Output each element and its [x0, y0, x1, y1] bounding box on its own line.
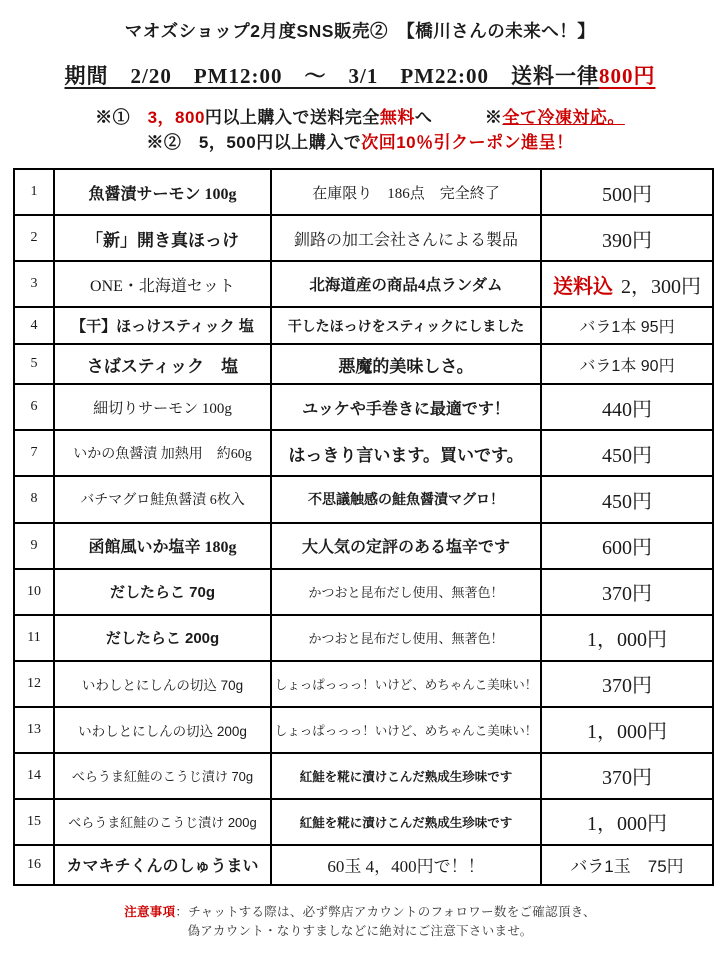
price-value: 440円 — [602, 398, 652, 421]
price-value: 500円 — [602, 183, 652, 206]
product-name: カマキチくんのしゅうまい — [54, 845, 271, 885]
text-segment: 無料 — [379, 108, 415, 127]
text-segment: 全て冷凍対応。 — [502, 108, 625, 127]
row-number: 2 — [14, 215, 54, 261]
table-row — [14, 169, 713, 215]
product-description: 釧路の加工会社さんによる製品 — [271, 215, 541, 261]
price-value: バラ1玉 75円 — [570, 857, 684, 877]
row-number: 14 — [14, 753, 54, 799]
product-name: 魚醤漬サーモン 100g — [54, 169, 271, 215]
text-segment: 期間 2/20 PM12:00 ～ 3/1 PM22:00 送料一律 — [64, 64, 599, 88]
product-name: いわしとにしんの切込 200g — [54, 707, 271, 753]
price-value: 370円 — [602, 675, 652, 698]
text-segment: ：チャットする際は、必ず弊店アカウントのフォロワー数をご確認頂き、 — [175, 905, 596, 919]
product-price — [541, 845, 713, 885]
text-segment: 注意事項 — [124, 905, 176, 919]
product-name: 細切りサーモン 100g — [54, 384, 271, 430]
price-value: 370円 — [602, 583, 652, 606]
product-description: 不思議触感の鮭魚醤漬マグロ！ — [271, 476, 541, 522]
price-value: 370円 — [602, 767, 652, 790]
price-value: バラ1本 95円 — [579, 319, 675, 337]
text-segment: へ ※ — [414, 108, 503, 127]
product-name: バチマグロ鮭魚醤漬 6枚入 — [54, 476, 271, 522]
product-description: かつおと昆布だし使用、無著色！ — [271, 569, 541, 615]
product-description: 悪魔的美味しさ。 — [271, 344, 541, 384]
row-number: 9 — [14, 523, 54, 569]
table-row — [14, 661, 713, 707]
note-free-shipping — [0, 103, 720, 128]
product-name: さばスティック 塩 — [54, 344, 271, 384]
product-name: いわしとにしんの切込 70g — [54, 661, 271, 707]
price-value: 450円 — [602, 444, 652, 467]
row-number: 4 — [14, 307, 54, 344]
product-description: しょっぱっっっ！いけど、めちゃんこ美味い！ — [271, 661, 541, 707]
table-row — [14, 344, 713, 384]
product-description: 干したほっけをスティックにしました — [271, 307, 541, 344]
product-price — [541, 344, 713, 384]
text-segment: ※① — [95, 108, 148, 127]
row-number: 3 — [14, 261, 54, 307]
product-description: はっきり言います。買いです。 — [271, 430, 541, 476]
product-description: しょっぱっっっ！いけど、めちゃんこ美味い！ — [271, 707, 541, 753]
row-number: 12 — [14, 661, 54, 707]
price-value: 390円 — [602, 229, 652, 252]
product-price — [541, 799, 713, 845]
product-description: 紅鮭を糀に漬けこんだ熟成生珍味です — [271, 753, 541, 799]
product-name: 【干】ほっけスティック 塩 — [54, 307, 271, 344]
product-name: 「新」開き真ほっけ — [54, 215, 271, 261]
price-value: 1，000円 — [587, 813, 667, 836]
price-value: バラ1本 90円 — [579, 357, 675, 375]
row-number: 8 — [14, 476, 54, 522]
price-value: 450円 — [602, 490, 652, 513]
price-value: 1，000円 — [587, 629, 667, 652]
price-prefix-badge: 送料込 — [553, 275, 613, 298]
table-row — [14, 476, 713, 522]
product-name: 函館風いか塩辛 180g — [54, 523, 271, 569]
row-number: 15 — [14, 799, 54, 845]
row-number: 10 — [14, 569, 54, 615]
caution-line2: 偽アカウント・なりすましなどに絶対にご注意下さいませ。 — [187, 924, 533, 939]
table-row — [14, 215, 713, 261]
caution-line1 — [0, 903, 720, 922]
row-number: 1 — [14, 169, 54, 215]
product-price — [541, 215, 713, 261]
page-title: マオズショップ2月度SNS販売② 【橋川さんの未来へ！】 — [124, 21, 596, 41]
product-price — [541, 169, 713, 215]
product-price — [541, 261, 713, 307]
table-row — [14, 261, 713, 307]
row-number: 16 — [14, 845, 54, 885]
product-price — [541, 661, 713, 707]
product-price — [541, 707, 713, 753]
text-segment: 次回10％引クーポン進呈！ — [361, 133, 574, 152]
table-row — [14, 753, 713, 799]
row-number: 11 — [14, 615, 54, 661]
product-price — [541, 307, 713, 344]
text-segment: ※② 5，500円以上購入で — [146, 133, 362, 152]
row-number: 13 — [14, 707, 54, 753]
table-row — [14, 384, 713, 430]
sale-period-line — [0, 60, 720, 90]
product-price — [541, 569, 713, 615]
product-name: だしたらこ 70g — [54, 569, 271, 615]
text-segment: 円以上購入で送料完全 — [204, 108, 380, 127]
note-coupon — [0, 128, 720, 153]
table-row — [14, 430, 713, 476]
product-description: 北海道産の商品4点ランダム — [271, 261, 541, 307]
product-price — [541, 523, 713, 569]
row-number: 7 — [14, 430, 54, 476]
product-name: だしたらこ 200g — [54, 615, 271, 661]
product-price — [541, 753, 713, 799]
product-price — [541, 430, 713, 476]
table-row — [14, 307, 713, 344]
table-row — [14, 845, 713, 885]
product-description: 紅鮭を糀に漬けこんだ熟成生珍味です — [271, 799, 541, 845]
product-name: いかの魚醤漬 加熱用 約60g — [54, 430, 271, 476]
product-description: 大人気の定評のある塩辛です — [271, 523, 541, 569]
product-price — [541, 615, 713, 661]
price-value: 2，300円 — [621, 275, 701, 298]
table-row — [14, 615, 713, 661]
table-row — [14, 799, 713, 845]
text-segment: 3，800 — [147, 108, 205, 127]
product-description: かつおと昆布だし使用、無著色！ — [271, 615, 541, 661]
row-number: 5 — [14, 344, 54, 384]
product-name: ONE・北海道セット — [54, 261, 271, 307]
table-row — [14, 707, 713, 753]
product-price — [541, 476, 713, 522]
table-row — [14, 523, 713, 569]
price-value: 1，000円 — [587, 721, 667, 744]
text-segment: 800円 — [598, 64, 656, 88]
product-description: ユッケや手巻きに最適です！ — [271, 384, 541, 430]
product-name: べらうま紅鮭のこうじ漬け 70g — [54, 753, 271, 799]
table-row — [14, 569, 713, 615]
product-price — [541, 384, 713, 430]
product-description: 在庫限り 186点 完全終了 — [271, 169, 541, 215]
product-name: べらうま紅鮭のこうじ漬け 200g — [54, 799, 271, 845]
product-price-table — [13, 168, 714, 886]
row-number: 6 — [14, 384, 54, 430]
caution-note — [0, 903, 720, 942]
product-description: 60玉 4，400円で！！ — [271, 845, 541, 885]
product-rows — [14, 169, 713, 885]
price-value: 600円 — [602, 537, 652, 560]
